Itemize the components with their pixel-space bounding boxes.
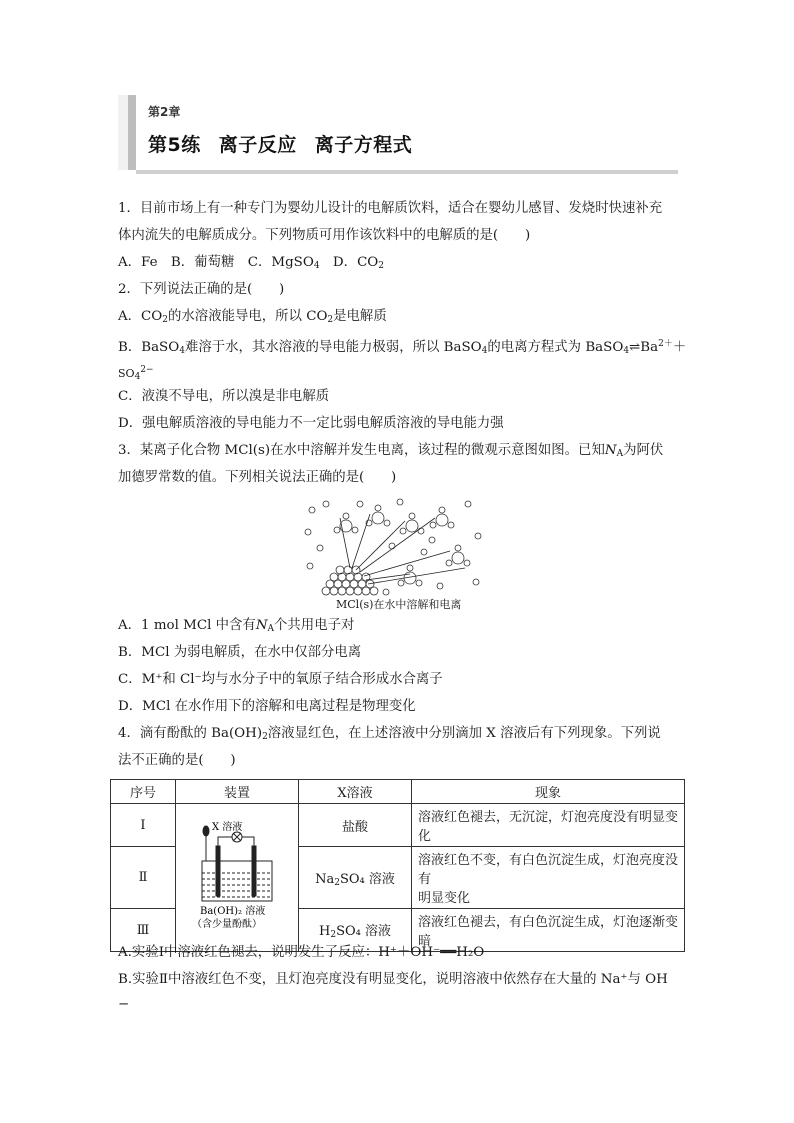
svg-text:X 溶液: X 溶液 bbox=[212, 821, 243, 833]
table-row: Ⅱ $Na_2SO_4$ 溶液 溶液红色不变，有白色沉淀生成，灯泡亮度没有 明显变化 bbox=[111, 847, 685, 909]
q4-option-b-line2: − bbox=[118, 997, 130, 1012]
crystal-lattice bbox=[322, 566, 378, 595]
page-title bbox=[148, 130, 412, 157]
table-row: Ⅲ $H_2SO_4$ 溶液 溶液红色褪去，有白色沉淀生成，灯泡逐渐变暗 bbox=[111, 909, 685, 952]
q3-option-c: C．M⁺和 Cl⁻均与水分子中的氧原子结合形成水合离子 bbox=[118, 672, 443, 687]
title-part2: 离子反应 bbox=[218, 134, 297, 156]
q2-option-b-cont: $SO_4^{2-}$ bbox=[118, 365, 154, 382]
q4-line1: 4．滴有酚酞的 $Ba(OH)_2$溶液显红色，在上述溶液中分别滴加 X 溶液后有下列现象。下列说 bbox=[118, 726, 661, 742]
title-part1: 第5练 bbox=[148, 134, 201, 156]
q2-option-b: B．BaSO$_4$难溶于水，其水溶液的导电能力极弱，所以 BaSO$_4$的电离方程式为 $BaSO_4\rightleftharpoons Ba^{2+}+$ bbox=[118, 339, 687, 356]
apparatus-cell bbox=[176, 804, 299, 952]
q2-option-c: C．液溴不导电，所以溴是非电解质 bbox=[118, 389, 330, 404]
figure-caption: MCl(s)在水中溶解和电离 bbox=[336, 598, 462, 611]
dissolution-diagram bbox=[300, 496, 490, 608]
q1-line2: 体内流失的电解质成分。下列物质可用作该饮料中的电解质的是( ) bbox=[118, 228, 531, 243]
table-header-row: 序号 装置 X溶液 现象 bbox=[111, 780, 685, 804]
experiment-table bbox=[110, 779, 685, 952]
q2-option-d: D．强电解质溶液的导电能力不一定比弱电解质溶液的导电能力强 bbox=[118, 416, 504, 431]
q3-line2: 加德罗常数的值。下列相关说法正确的是( ) bbox=[118, 470, 397, 485]
svg-text:（含少量酚酞）: （含少量酚酞） bbox=[192, 918, 262, 930]
chapter-label: 第2章 bbox=[148, 105, 181, 119]
q2-stem: 2．下列说法正确的是( ) bbox=[118, 282, 285, 297]
q4-option-a: A.实验Ⅰ中溶液红色褪去，说明发生了反应：H⁺＋OH⁻══H₂O bbox=[118, 945, 485, 960]
header-accent-bar bbox=[128, 95, 136, 170]
q3-line1: 3．某离子化合物 MCl(s)在水中溶解并发生电离，该过程的微观示意图如图。已知$N_A$为阿伏 bbox=[118, 443, 664, 459]
q2-option-a: A．$CO_2$的水溶液能导电，所以 $CO_2$是电解质 bbox=[118, 309, 387, 325]
q4-line2: 法不正确的是( ) bbox=[118, 753, 236, 768]
table-row: Ⅰ X 溶液 Ba(OH)₂ 溶液 （含少量酚酞） 盐酸 溶液红色褪去，无沉淀，灯泡亮度没有明显变化 bbox=[111, 804, 685, 847]
svg-text:Ba(OH)₂ 溶液: Ba(OH)₂ 溶液 bbox=[200, 905, 266, 917]
q3-option-a: A．1 mol MCl 中含有$N_A$个共用电子对 bbox=[118, 618, 355, 634]
title-part3: 离子方程式 bbox=[314, 134, 413, 156]
apparatus-icon bbox=[182, 821, 292, 931]
q3-option-d: D．MCl 在水作用下的溶解和电离过程是物理变化 bbox=[118, 699, 416, 714]
q3-option-b: B．MCl 为弱电解质，在水中仅部分电离 bbox=[118, 645, 362, 660]
q4-option-b-line1: B.实验Ⅱ中溶液红色不变，且灯泡亮度没有明显变化，说明溶液中依然存在大量的 Na⁺与 OH bbox=[118, 972, 668, 987]
q1-line1: 1．目前市场上有一种专门为婴幼儿设计的电解质饮料，适合在婴幼儿感冒、发烧时快速补充 bbox=[118, 201, 663, 216]
q1-options: A．Fe B．葡萄糖 C．MgSO$_4$ D．$CO_2$ bbox=[118, 255, 385, 271]
